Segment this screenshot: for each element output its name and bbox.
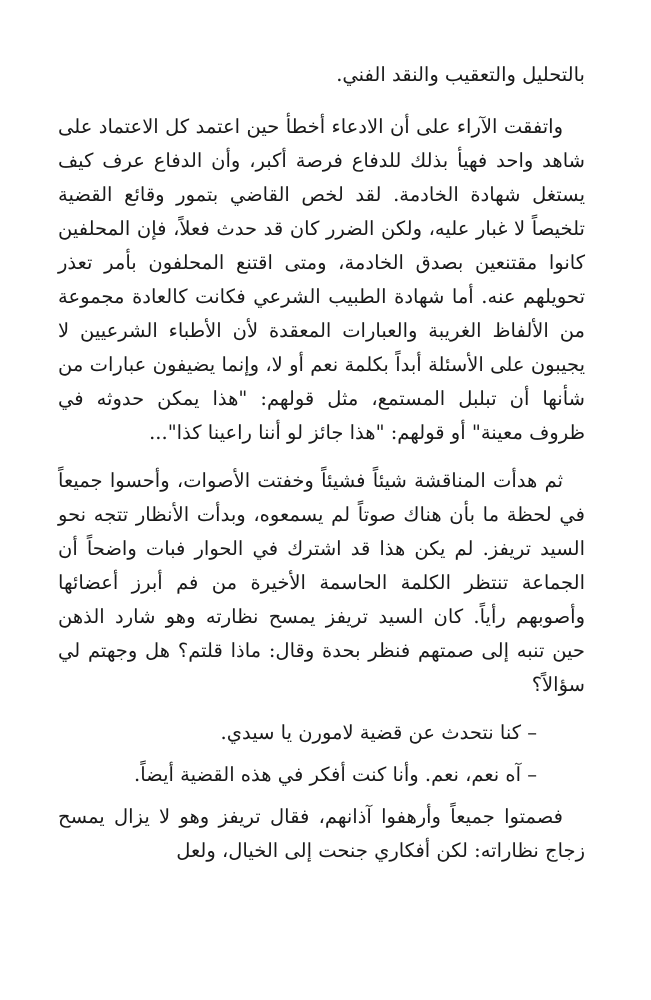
page-body	[58, 58, 585, 882]
paragraph-1: بالتحليل والتعقيب والنقد الفني.	[336, 63, 585, 86]
paragraph-2: واتفقت الآراء على أن الادعاء أخطأ حين اعتمد كل الاعتماد على شاهد واحد فهيأ بذلك للدفاع فرصة أكبر، وأن الدفاع عرف كيف يستغل شهادة الخادمة. لقد لخص القاضي بتمور وقائع القضية تلخيصاً لا غبار عليه، ولكن الضرر كان قد حدث فعلاً، فإن المحلفين كانوا مقتنعين بصدق الخادمة، ومتى اقتنع المحلفون بأمر تعذر تحويلهم عنه. أما شهادة الطبيب الشرعي فكانت كالعادة مجموعة من الألفاظ الغريبة والعبارات المعقدة لأن الأطباء الشرعيين لا يجيبون على الأسئلة أبداً بكلمة نعم أو لا، وإنما يضيفون عبارات من شأنها أن تبلبل المستمع، مثل قولهم: "هذا يمكن حدوثه في ظروف معينة" أو قولهم: "هذا جائز لو أننا راعينا كذا"...	[58, 115, 585, 444]
dialogue-line-2: – آه نعم، نعم. وأنا كنت أفكر في هذه القضية أيضاً.	[134, 763, 537, 786]
paragraph-4: فصمتوا جميعاً وأرهفوا آذانهم، فقال تريفز وهو لا يزال يمسح زجاج نظاراته: لكن أفكاري جنحت إلى الخيال، ولعل	[58, 805, 585, 862]
dialogue-line-1: – كنا نتحدث عن قضية لامورن يا سيدي.	[220, 721, 537, 744]
paragraph-3: ثم هدأت المناقشة شيئاً فشيئاً وخفتت الأصوات، وأحسوا جميعاً في لحظة ما بأن هناك صوتاً لم يسمعوه، وبدأت الأنظار تتجه نحو السيد تريفز. لم يكن هذا قد اشترك في الحوار فبات واضحاً أن الجماعة تنتظر الكلمة الحاسمة الأخيرة من فم أبرز أعضائها وأصوبهم رأياً. كان السيد تريفز يمسح نظارته وهو شارد الذهن حين تنبه إلى صمتهم فنظر بحدة وقال: ماذا قلتم؟ هل وجهتم لي سؤالاً؟	[58, 469, 585, 696]
